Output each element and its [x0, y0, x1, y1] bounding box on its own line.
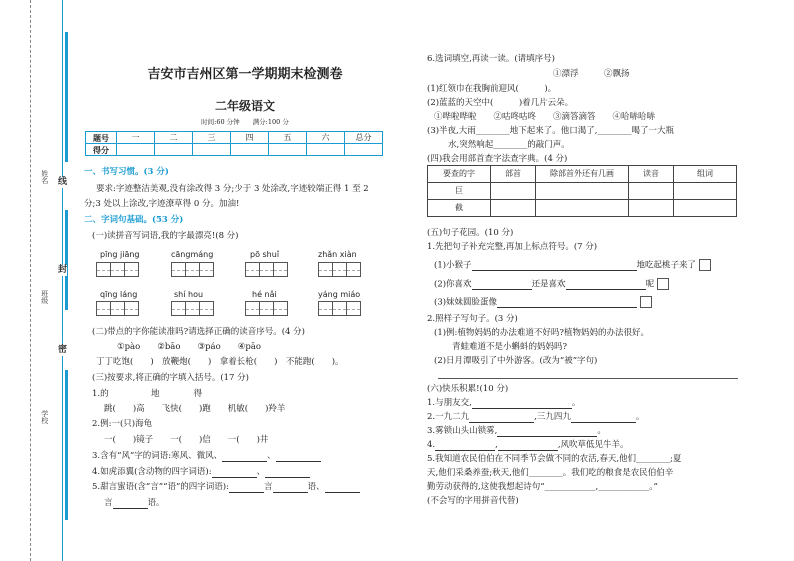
score-col: 一: [117, 132, 155, 144]
s1-text-1: 要求:字迹整洁美观,没有涂改得 3 分;少于 3 处涂改,字迹较端正得 1 至 2: [96, 184, 369, 194]
punct-box-3[interactable]: [640, 296, 652, 308]
q2-instruction: (二)带点的字你能读准吗?请选择正确的读音序号。(4 分): [92, 327, 305, 337]
class-label: 班级: [40, 290, 49, 304]
write-grid-7[interactable]: [245, 301, 287, 316]
r-q5-2a2: 青蛙难道不是小蝌蚪的妈妈吗?: [452, 342, 568, 352]
section-1-heading: 一、书写习惯。(3 分): [84, 167, 169, 177]
q3-1b: 跳( )高 飞快( )跑 机敏( )羚羊: [104, 404, 286, 414]
dict-cell[interactable]: [629, 183, 674, 200]
q2-line: 丁丁吃饱( ) 放鞭炮( ) 拿着长枪( ) 不能跑( )。: [96, 357, 344, 367]
binding-line: [62, 0, 63, 561]
dict-char: 巨: [428, 183, 491, 200]
dict-head: 部首: [491, 166, 536, 183]
write-grid-4[interactable]: [318, 262, 360, 277]
name-label: 姓名: [40, 170, 49, 184]
q3-4: 4.如虎添翼(含动物的四字词语): 、: [92, 467, 310, 478]
dict-cell[interactable]: [536, 183, 629, 200]
r-q6-3: (3)半夜,大雨________地下起来了。他口渴了,________喝了一大瓶: [427, 126, 674, 136]
score-row-head: 得分: [86, 144, 117, 156]
dict-cell[interactable]: [491, 183, 536, 200]
pinyin-7: hé nǎi: [252, 290, 277, 299]
r-q5-1a: (1)小猴子 地吃起桃子来了: [434, 259, 711, 271]
s1-text-2: 分;3 处以上涂改,字迹潦草得 0 分。加油!: [84, 199, 240, 209]
q3-instruction: (三)按要求,将正确的字填入括号。(17 分): [92, 373, 249, 383]
score-col: 四: [231, 132, 269, 144]
r-q5-1: 1.先把句子补充完整,再加上标点符号。(7 分): [427, 242, 598, 252]
k3: 3.雾锁山头山锁雾, 。: [427, 426, 606, 436]
punct-box-1[interactable]: [699, 259, 711, 271]
q3-2: 2.例:一(只)海龟: [92, 419, 153, 429]
r-q6-opts2: ①哗啦哗啦 ②咕咚咕咚 ③滴答滴答 ④哈哧哈哧: [434, 112, 656, 122]
k5: 5.我知道农民伯伯在不同季节会做不同的农活,春天,他们________;夏: [427, 454, 682, 464]
section-2-heading: 二、字词句基础。(53 分): [84, 215, 184, 225]
k5d: (不会写的字用拼音代替): [427, 496, 519, 506]
score-col: 五: [269, 132, 307, 144]
k4: 4. , ,风吹草低见牛羊。: [427, 440, 629, 450]
k1: 1.与朋友交, 。: [427, 398, 581, 408]
pinyin-8: yáng miáo: [318, 290, 361, 299]
dict-cell[interactable]: [536, 200, 629, 217]
write-grid-2[interactable]: [171, 262, 213, 277]
dict-cell[interactable]: [629, 200, 674, 217]
write-grid-8[interactable]: [318, 301, 360, 316]
score-table: [85, 131, 383, 156]
mark-secret: 密: [58, 345, 68, 355]
dict-cell[interactable]: [491, 200, 536, 217]
score-head: 题号: [86, 132, 117, 144]
q3-1: 1.的 地 得: [92, 389, 203, 399]
write-grid-6[interactable]: [171, 301, 213, 316]
q3-3: 3.含有“风”字的词语:寒风、微风、 、: [92, 451, 321, 462]
r-q6-2: (2)蓝蓝的天空中( )着几片云朵。: [427, 98, 574, 108]
binding-bar-bottom: [65, 370, 68, 520]
score-cell[interactable]: [345, 144, 383, 156]
write-grid-5[interactable]: [96, 301, 138, 316]
k2: 2.一九二九 ,三九四九 。: [427, 412, 645, 422]
q1-instruction: (一)读拼音写词语,我的字最漂亮!(8 分): [92, 231, 239, 241]
school-label: 学校: [40, 410, 49, 424]
pinyin-5: qīng láng: [100, 290, 138, 299]
punct-box-2[interactable]: [657, 278, 669, 290]
q3-2b: 一( )镜子 一( )信 一( )井: [104, 435, 269, 445]
cut-line: [30, 0, 31, 561]
r-q6-opts: ①漂浮 ②飘扬: [553, 69, 630, 79]
exam-meta: 时间:60 分钟 满分:100 分: [201, 118, 289, 126]
pinyin-4: zhǎn xiàn: [318, 250, 357, 259]
q2-options: ①pào ②bāo ③páo ④pāo: [117, 342, 261, 352]
binding-bar-top: [65, 32, 68, 162]
pinyin-1: pīng jiāng: [100, 250, 140, 259]
exam-title: 吉安市吉州区第一学期期末检测卷: [147, 67, 343, 82]
dict-head: 读音: [629, 166, 674, 183]
r-q4: (四)我会用部首查字法查字典。(4 分): [427, 154, 568, 164]
binding-bar-mid: [65, 210, 68, 310]
exam-subtitle: 二年级语文: [214, 99, 275, 113]
r-q5-2: 2.照样子写句子。(3 分): [427, 314, 518, 324]
r-q5-1b: (2)你喜欢 还是喜欢 呢: [434, 278, 669, 290]
dict-cell[interactable]: [674, 200, 737, 217]
score-cell[interactable]: [269, 144, 307, 156]
mark-seal: 封: [58, 265, 68, 275]
r-q5-2a: (1)例:植物妈妈的办法难道不好吗?植物妈妈的办法很好。: [434, 328, 649, 338]
score-cell[interactable]: [307, 144, 345, 156]
q3-5b: 言 语。: [104, 498, 165, 508]
score-col: 总分: [345, 132, 383, 144]
dict-head: 组词: [674, 166, 737, 183]
k5b: 天,他们采桑养蚕;秋天,他们________。我们吃的粮食是农民伯伯辛: [427, 468, 674, 478]
k5c: 勤劳动获得的,这使我想起诗句“____________,____________。”: [427, 482, 658, 492]
pinyin-3: pō shuǐ: [250, 250, 280, 259]
score-cell[interactable]: [117, 144, 155, 156]
r-q6-1: (1)红领巾在我胸前迎风( )。: [427, 84, 557, 94]
r-q5: (五)句子花园。(10 分): [427, 228, 514, 238]
score-col: 二: [155, 132, 193, 144]
dict-cell[interactable]: [674, 183, 737, 200]
score-cell[interactable]: [231, 144, 269, 156]
q3-5: 5.甜言蜜语(含“言”“语”的四字词语): 言 语、: [92, 482, 360, 493]
score-cell[interactable]: [155, 144, 193, 156]
dict-head: 要查的字: [428, 166, 491, 183]
write-grid-3[interactable]: [245, 262, 287, 277]
mark-line: 线: [58, 177, 68, 187]
r-q6: 6.选词填空,再读一读。(请填序号): [427, 54, 555, 64]
pinyin-6: shí hou: [174, 290, 204, 299]
dict-head: 除部首外还有几画: [536, 166, 629, 183]
r-q5-2b: (2)日月潭吸引了中外游客。(改为“被”字句): [434, 356, 598, 366]
answer-line[interactable]: [438, 378, 738, 379]
dict-char: 截: [428, 200, 491, 217]
score-col: 三: [193, 132, 231, 144]
write-grid-1[interactable]: [96, 262, 138, 277]
score-cell[interactable]: [193, 144, 231, 156]
dictionary-table: [427, 165, 737, 217]
pinyin-2: cāngmáng: [171, 250, 214, 259]
r-q5-1c: (3)妹妹圆脸蛋像: [434, 296, 652, 308]
r-q6-3b: 水,突然响起________的敲门声。: [448, 140, 570, 150]
score-col: 六: [307, 132, 345, 144]
r-q6h: (六)快乐积累!(10 分): [427, 384, 509, 394]
